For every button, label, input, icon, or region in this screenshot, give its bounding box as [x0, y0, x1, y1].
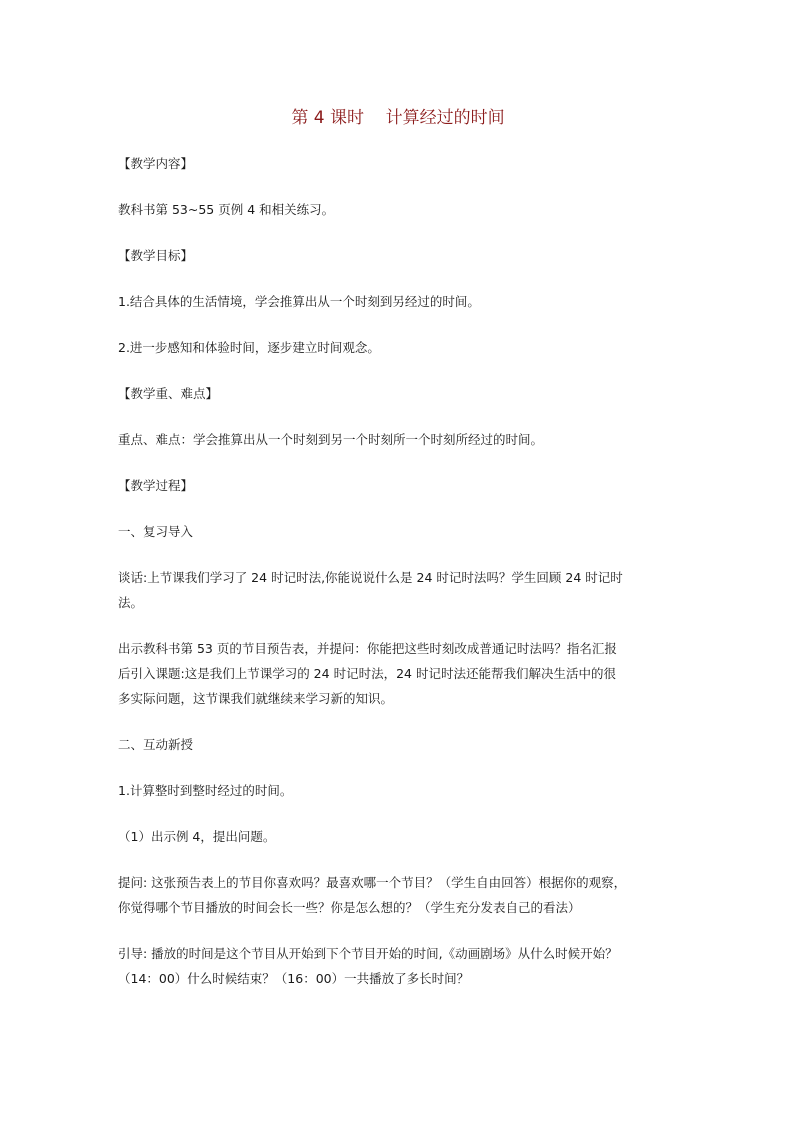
- text-line: 引导: 播放的时间是这个节目从开始到下个节目开始的时间,《动画剧场》从什么时候开始？: [118, 946, 618, 961]
- section-key-points: 【教学重、难点】: [118, 386, 219, 401]
- step-2-heading: [118, 732, 678, 757]
- text-line: 法。: [118, 595, 144, 610]
- page-title: 第 4 课时 计算经过的时间: [291, 108, 505, 128]
- review-intro: [118, 636, 678, 711]
- text-line: 后引入课题:这是我们上节课学习的 24 时记时法，24 时记时法还能帮我们解决生活中的很: [118, 666, 616, 681]
- text-line: 重点、难点：学会推算出从一个时刻到另一个时刻所一个时刻所经过的时间。: [118, 432, 544, 447]
- text-line: 二、互动新授: [118, 737, 194, 752]
- question-text: [118, 870, 678, 920]
- subsection-1: [118, 778, 678, 803]
- text-line: 出示教科书第 53 页的节目预告表，并提问：你能把这些时刻改成普通记时法吗？指名汇报: [118, 641, 617, 656]
- teaching-content-text: [118, 197, 678, 222]
- section-teaching-goals: 【教学目标】: [118, 248, 194, 263]
- key-points-text: [118, 427, 678, 452]
- document-blocks: [118, 151, 678, 991]
- text-line: 谈话:上节课我们学习了 24 时记时法,你能说说什么是 24 时记时法吗？学生回顾 24 时记时: [118, 570, 623, 585]
- text-line: 你觉得哪个节目播放的时间会长一些？你是怎么想的？（学生充分发表自己的看法）: [118, 900, 581, 915]
- goal-2: [118, 335, 678, 360]
- guidance-text: [118, 941, 678, 991]
- text-line: （14：00）什么时候结束？（16：00）一共播放了多长时间？: [118, 971, 470, 986]
- section-teaching-content: 【教学内容】: [118, 156, 194, 171]
- section-teaching-process: 【教学过程】: [118, 478, 194, 493]
- text-line: 教科书第 53~55 页例 4 和相关练习。: [118, 202, 335, 217]
- text-line: 2.进一步感知和体验时间，逐步建立时间观念。: [118, 340, 380, 355]
- text-line: 一、复习导入: [118, 524, 194, 539]
- document-body: [118, 103, 678, 1012]
- review-dialogue: [118, 565, 678, 615]
- text-line: 1.计算整时到整时经过的时间。: [118, 783, 293, 798]
- text-line: 1.结合具体的生活情境，学会推算出从一个时刻到另经过的时间。: [118, 294, 480, 309]
- text-line: 多实际问题，这节课我们就继续来学习新的知识。: [118, 691, 394, 706]
- example-4: [118, 824, 678, 849]
- text-line: 提问: 这张预告表上的节目你喜欢吗？最喜欢哪一个节目？（学生自由回答）根据你的观察，: [118, 875, 627, 890]
- text-line: （1）出示例 4，提出问题。: [118, 829, 276, 844]
- step-1-heading: [118, 519, 678, 544]
- goal-1: [118, 289, 678, 314]
